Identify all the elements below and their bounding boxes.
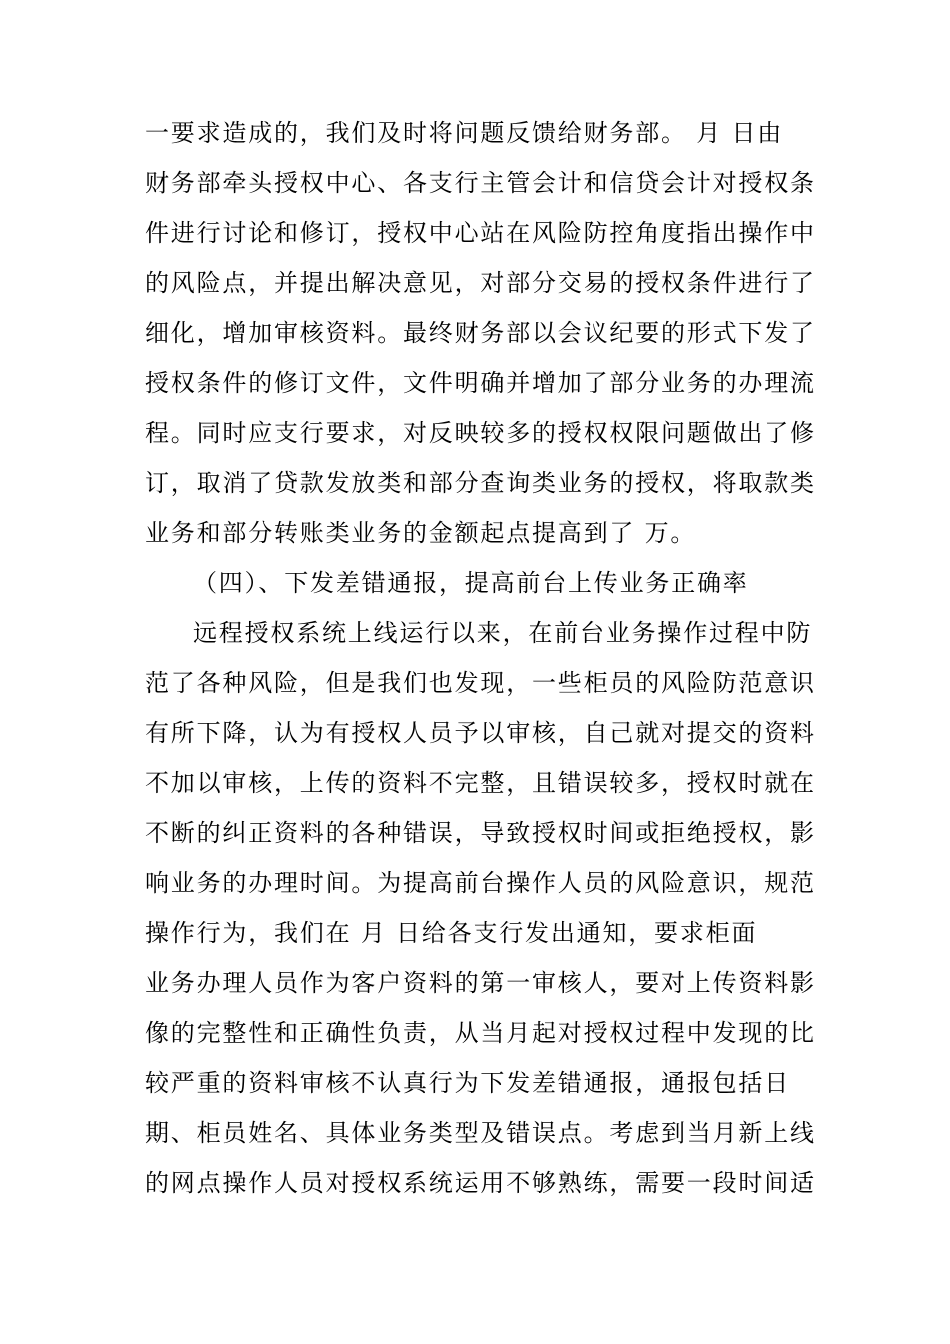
text-line: 像的完整性和正确性负责，从当月起对授权过程中发现的比 <box>145 1019 816 1047</box>
text-line: 操作行为，我们在 月 日给各支行发出通知，要求柜面 <box>145 919 758 947</box>
text-line: 有所下降，认为有授权人员予以审核，自己就对提交的资料 <box>145 719 816 747</box>
text-line: 远程授权系统上线运行以来，在前台业务操作过程中防 <box>193 619 813 647</box>
text-line: 授权条件的修订文件，文件明确并增加了部分业务的办理流 <box>145 369 816 397</box>
text-line: 范了各种风险，但是我们也发现，一些柜员的风险防范意识 <box>145 669 816 697</box>
text-line: 业务办理人员作为客户资料的第一审核人，要对上传资料影 <box>145 969 816 997</box>
text-line: 响业务的办理时间。为提高前台操作人员的风险意识，规范 <box>145 869 816 897</box>
text-line: 的风险点，并提出解决意见，对部分交易的授权条件进行了 <box>145 269 816 297</box>
text-line: 的网点操作人员对授权系统运用不够熟练，需要一段时间适 <box>145 1169 816 1197</box>
text-line: 不断的纠正资料的各种错误，导致授权时间或拒绝授权，影 <box>145 819 816 847</box>
text-line: 件进行讨论和修订，授权中心站在风险防控角度指出操作中 <box>145 219 816 247</box>
text-line: 较严重的资料审核不认真行为下发差错通报，通报包括日 <box>145 1069 790 1097</box>
text-line: 程。同时应支行要求，对反映较多的授权权限问题做出了修 <box>145 419 816 447</box>
text-line: 细化，增加审核资料。最终财务部以会议纪要的形式下发了 <box>145 319 816 347</box>
text-line: 不加以审核，上传的资料不完整，且错误较多，授权时就在 <box>145 769 816 797</box>
text-line: 财务部牵头授权中心、各支行主管会计和信贷会计对授权条 <box>145 169 816 197</box>
section-heading: （四）、下发差错通报，提高前台上传业务正确率 <box>193 569 749 597</box>
text-line: 期、柜员姓名、具体业务类型及错误点。考虑到当月新上线 <box>145 1119 816 1147</box>
text-line: 一要求造成的，我们及时将问题反馈给财务部。 月 日由 <box>145 119 784 147</box>
text-line: 订，取消了贷款发放类和部分查询类业务的授权，将取款类 <box>145 469 816 497</box>
text-line: 业务和部分转账类业务的金额起点提高到了 万。 <box>145 519 697 547</box>
